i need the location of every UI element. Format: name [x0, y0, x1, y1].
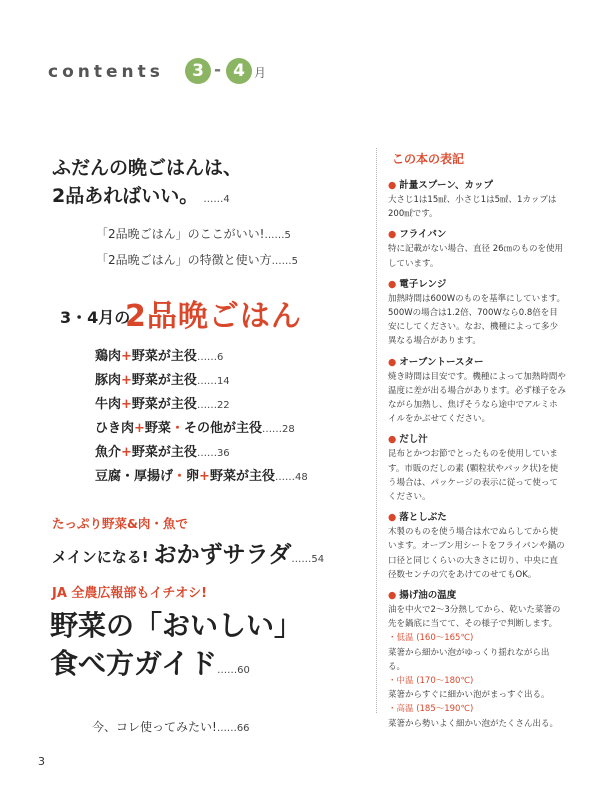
bullet-icon: ● — [388, 434, 397, 446]
temp-entry — [388, 631, 566, 730]
notation-title: この本の表記 — [392, 152, 465, 166]
list-item-part: 魚介 — [95, 445, 122, 460]
toc-list-item[interactable] — [95, 345, 223, 364]
kore-text: 今、コレ使ってみたい! — [92, 720, 217, 734]
salad-title-line[interactable] — [52, 536, 324, 569]
note-body: 加熱時間は600Wのものを基準にしています。500Wの場合は1.2倍、700Wなら0.8倍を目安にしてください。なお、機種によって多少異なる場合があります。 — [388, 293, 565, 347]
note-body: 焼き時間は目安です。機種によって加熱時間や温度に差が出る場合があります。必ず様子をみながら加熱し、焦げそうなら途中でアルミホイルをかぶせてください。 — [388, 371, 566, 425]
list-item-part: 野菜が主役 — [131, 445, 197, 460]
note-item — [388, 511, 566, 582]
ja-title-line2: 食べ方ガイド — [50, 647, 218, 680]
column-divider — [376, 148, 377, 713]
note-head-text: 電子レンジ — [399, 278, 447, 290]
list-item-part: 野菜 — [144, 421, 171, 436]
kore-page: ……66 — [216, 723, 250, 734]
temp-label: ・中温 (170〜180℃) — [388, 676, 474, 687]
toc-sub-item-text: 「2品晩ごはん」の特徴と使い方 — [96, 253, 272, 267]
bullet-icon: ● — [388, 278, 397, 290]
list-item-page: ……48 — [274, 472, 308, 483]
list-item-part: 鶏肉 — [95, 349, 122, 364]
note-head-text: 計量スプーン、カップ — [399, 180, 493, 191]
salad-kicker: たっぷり野菜&肉・魚で — [52, 516, 188, 531]
list-item-page: ……14 — [196, 376, 230, 387]
section1-title-line1: ふだんの晩ごはんは、 — [52, 157, 243, 179]
plus-sign: + — [199, 469, 210, 484]
note-body: 昆布とかつお節でとったものを使用しています。市販のだしの素 (顆粒状やパック状)を使う場合は、パッケージの表示に従って使ってください。 — [388, 449, 559, 503]
note-head — [388, 278, 566, 291]
section2-label: 3・4月の — [60, 308, 131, 327]
note-body: 木製のものを使う場合は水でぬらしてから使います。オーブン用シートをフライパンや鍋の口径と同じくらいの大きさに切り、中央に直径数センチの穴をあけてのせてもOK。 — [388, 527, 565, 580]
temp-desc: 菜箸から細かい泡がゆっくり揺れながら出る。 — [388, 647, 550, 672]
page-number: 3 — [38, 755, 45, 768]
list-item-part: 牛肉 — [95, 397, 122, 412]
plus-sign: + — [121, 373, 132, 388]
list-item-page: ……6 — [196, 352, 224, 363]
section1-title-line2: 2品あればいい。 — [52, 185, 199, 207]
bullet-icon: ● — [388, 356, 397, 368]
temp-desc: 菜箸から勢いよく細かい泡がたくさん出る。 — [388, 718, 559, 729]
salad-title: おかずサラダ — [153, 542, 292, 568]
note-head — [388, 228, 566, 241]
toc-sub-item[interactable] — [96, 223, 291, 242]
salad-pre: メインになる! — [52, 548, 149, 566]
list-item-part: 卵 — [186, 469, 200, 484]
list-item-part: ひき肉 — [95, 421, 135, 436]
list-item-page: ……22 — [196, 400, 230, 411]
list-item-page: ……36 — [196, 448, 230, 459]
toc-list-item[interactable] — [95, 441, 230, 460]
list-item-page: ……28 — [261, 424, 295, 435]
notation-panel — [388, 150, 566, 738]
list-item-part: 野菜が主役 — [209, 469, 275, 484]
bullet-icon: ● — [388, 180, 397, 191]
toc-list-item[interactable] — [95, 465, 308, 484]
kore-line[interactable] — [92, 718, 250, 735]
note-head — [388, 179, 566, 192]
note-head — [388, 511, 566, 524]
list-item-part: 野菜が主役 — [131, 373, 197, 388]
contents-heading: contents — [48, 62, 164, 82]
note-head — [388, 356, 566, 369]
bullet-icon: ● — [388, 512, 397, 524]
note-head-text: オーブントースター — [399, 356, 484, 368]
toc-sub-item[interactable] — [96, 249, 298, 268]
note-item — [388, 356, 566, 427]
note-body: 油を中火で2〜3分熱してから、乾いた菜箸の先を鍋底に当てて、その様子で判断します。 — [388, 605, 561, 630]
note-item — [388, 589, 566, 731]
month-unit: 月 — [254, 66, 267, 80]
note-head-text: 落としぶた — [399, 512, 447, 524]
month-end-badge: 4 — [226, 58, 252, 84]
toc-list-item[interactable] — [95, 417, 295, 436]
ja-kicker: JA 全農広報部もイチオシ! — [52, 586, 208, 601]
ja-page: ……60 — [217, 665, 250, 676]
salad-page: ……54 — [291, 554, 325, 565]
plus-sign: + — [121, 349, 132, 364]
ja-title-line1: 野菜の「おいしい」 — [50, 609, 303, 642]
list-item-part: 野菜が主役 — [131, 349, 197, 364]
toc-sub-item-text: 「2品晩ごはん」のここがいい! — [96, 227, 265, 241]
temp-label: ・低温 (160〜165℃) — [388, 633, 474, 644]
note-head-text: だし汁 — [399, 434, 428, 446]
note-head-text: 揚げ油の温度 — [399, 590, 457, 602]
plus-sign: + — [121, 397, 132, 412]
note-item — [388, 433, 566, 504]
note-head — [388, 433, 566, 446]
plus-sign: + — [121, 445, 132, 460]
month-dash: - — [214, 60, 222, 80]
temp-label: ・高温 (185〜190℃) — [388, 704, 474, 715]
section2-title: 2品晩ごはん — [125, 299, 302, 334]
section1-page-ref: ……4 — [203, 194, 230, 205]
toc-list-item[interactable] — [95, 393, 230, 412]
temp-desc: 菜箸からすぐに細かい泡がまっすぐ出る。 — [388, 690, 550, 701]
list-item-part: 豚肉 — [95, 373, 122, 388]
section1-title-line2-wrap — [52, 181, 230, 208]
bullet-icon: ● — [388, 590, 397, 602]
note-item — [388, 179, 566, 221]
plus-sign: + — [134, 421, 145, 436]
note-item — [388, 278, 566, 349]
dot-separator: ・ — [173, 469, 187, 484]
bullet-icon: ● — [388, 229, 397, 241]
ja-title-line2-wrap[interactable] — [50, 642, 250, 682]
dot-separator: ・ — [170, 421, 184, 436]
note-head-text: フライパン — [399, 229, 447, 241]
note-item — [388, 228, 566, 270]
list-item-part: 豆腐・厚揚げ — [95, 469, 174, 484]
list-item-part: 野菜が主役 — [131, 397, 197, 412]
toc-list-item[interactable] — [95, 369, 230, 388]
toc-sub-item-page: ……5 — [264, 230, 291, 241]
toc-sub-item-page: ……5 — [271, 256, 299, 267]
note-body: 大さじ1は15㎖、小さじ1は5㎖、1カップは200㎖です。 — [388, 195, 557, 220]
note-body: 特に記載がない場合、直径 26㎝のものを使用しています。 — [388, 244, 564, 269]
note-head — [388, 589, 566, 602]
month-start-badge: 3 — [185, 58, 211, 84]
list-item-part: その他が主役 — [183, 421, 262, 436]
